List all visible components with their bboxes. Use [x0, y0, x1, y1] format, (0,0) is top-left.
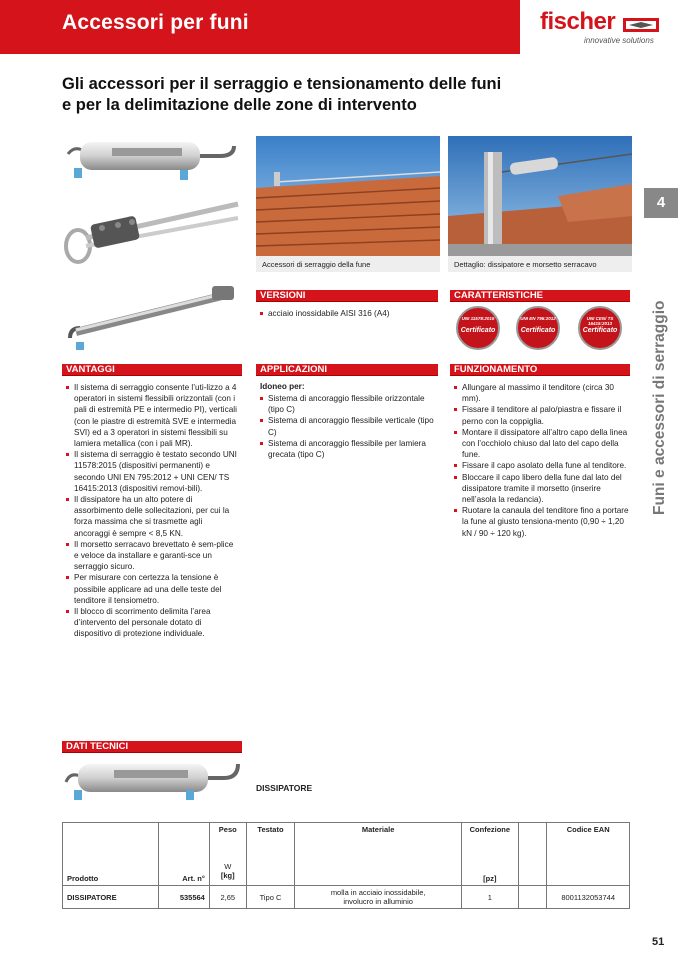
list-item: Il sistema di serraggio è testato secondo UNI 11578:2015 (dispositivi permanenti) e secondo UNI EN 795:2012 + UNI CEN/ TS 16415:2013 (dispositivi removi-bili). [64, 449, 240, 494]
section-heading-vantaggi: VANTAGGI [62, 364, 242, 376]
header-testato: Testato [246, 823, 295, 886]
table-header-row [63, 823, 630, 886]
list-item: Per misurare con certezza la tensione è possibile applicare ad una delle teste del tenditore il tensiometro. [64, 572, 240, 606]
certification-badge [516, 306, 560, 350]
list-item: Il morsetto serracavo brevettato è sem-plice e veloce da installare e garanti-sce un serraggio sicuro. [64, 539, 240, 573]
badge-label: Certificato [582, 327, 618, 334]
dissipator-product-image [62, 136, 242, 186]
certification-badges [450, 306, 632, 350]
headline-line-1: Gli accessori per il serraggio e tensionamento delle funi [62, 75, 502, 93]
turnbuckle-product-image [62, 284, 242, 350]
list-item: Il dissipatore ha un alto potere di assorbimento delle sollecitazioni, per cui la forza massima che si trasmette agli ancoraggi è sempre < 8,5 KN. [64, 494, 240, 539]
cable-clamp-product-image [62, 198, 242, 268]
chapter-label: Funi e accessori di serraggio [651, 300, 668, 515]
materiale-line-1: molla in acciaio inossidabile, [330, 888, 426, 897]
badge-label: Certificato [520, 327, 556, 334]
photo-caption-1: Accessori di serraggio della fune [256, 256, 440, 272]
materiale-line-2: involucro in alluminio [343, 897, 413, 906]
list-item: Fissare il capo asolato della fune al tenditore. [452, 460, 630, 471]
section-heading-versioni: VERSIONI [256, 290, 438, 302]
section-heading-caratteristiche: CARATTERISTICHE [450, 290, 630, 302]
header-title: Accessori per funi [62, 11, 249, 34]
list-item: Ruotare la canaula del tenditore fino a portare la fune al giusto tensiona-mento (0,90 ÷ 1,20 kN / 90 ÷ 120 kg). [452, 505, 630, 539]
cell-prodotto: DISSIPATORE [63, 886, 159, 909]
peso-label: Peso [218, 825, 237, 834]
header-title-bar [0, 0, 520, 54]
roof-photo [256, 136, 440, 256]
brand-logo: fischer [540, 8, 616, 35]
certification-badge [578, 306, 622, 350]
applicazioni-intro: Idoneo per: [260, 382, 305, 391]
chapter-tab: 4 [644, 188, 678, 218]
headline-line-2: e per la delimitazione delle zone di intervento [62, 96, 417, 114]
applicazioni-list [258, 393, 434, 460]
list-item: Montare il dissipatore all’altro capo della linea con l’occhiolo chiuso dal lato del capo della fune. [452, 427, 630, 461]
cell-peso: 2,65 [209, 886, 246, 909]
list-item: Sistema di ancoraggio flessibile per lamiera grecata (tipo C) [258, 438, 434, 460]
photo-caption-2: Dettaglio: dissipatore e morsetto serracavo [448, 256, 632, 272]
dissipator-detail-photo [448, 136, 632, 256]
cell-confezione: 1 [461, 886, 518, 909]
product-label: DISSIPATORE [256, 783, 313, 793]
confezione-label: Confezione [469, 825, 511, 834]
list-item: Bloccare il capo libero della fune dal lato del dissipatore tramite il morsetto (inserire nell’asola la redancia). [452, 472, 630, 506]
funzionamento-list [452, 382, 630, 539]
cell-art: 535564 [159, 886, 210, 909]
header-materiale: Materiale [295, 823, 462, 886]
header-ean: Codice EAN [547, 823, 630, 886]
header-art: Art. n° [159, 823, 210, 886]
list-item: Il blocco di scorrimento delimita l’area d’intervento del personale dotato di dispositivo di protezione individuale. [64, 606, 240, 640]
list-item: Sistema di ancoraggio flessibile orizzontale (tipo C) [258, 393, 434, 415]
confezione-unit: [pz] [483, 874, 497, 883]
header-spacer [518, 823, 547, 886]
cell-materiale [295, 886, 462, 909]
badge-standard: UNI EN 795:2012 [520, 316, 556, 321]
section-heading-applicazioni: APPLICAZIONI [256, 364, 438, 376]
list-item: acciaio inossidabile AISI 316 (A4) [258, 308, 438, 319]
badge-standard: UNI CEN/ TS 16415:2013 [586, 316, 614, 326]
section-heading-funzionamento: FUNZIONAMENTO [450, 364, 630, 376]
cell-spacer [518, 886, 547, 909]
technical-data-table [62, 822, 630, 909]
header-prodotto: Prodotto [63, 823, 159, 886]
cell-ean: 8001132053744 [547, 886, 630, 909]
brand-logo-icon [623, 16, 659, 34]
dissipator-product-image [62, 756, 242, 802]
badge-label: Certificato [460, 327, 496, 334]
list-item: Sistema di ancoraggio flessibile verticale (tipo C) [258, 415, 434, 437]
badge-standard: UNI 11578:2015 [461, 316, 495, 321]
peso-symbol: W [224, 862, 232, 871]
list-item: Fissare il tenditore al palo/piastra e fissare il perno con la coppiglia. [452, 404, 630, 426]
vantaggi-list [64, 382, 240, 640]
section-heading-dati-tecnici: DATI TECNICI [62, 741, 242, 753]
versioni-list [258, 308, 438, 319]
list-item: Il sistema di serraggio consente l’uti-lizzo a 4 operatori in sistemi flessibili orizzontali (con i pali di estremità PE e intermedio PI), verticali (con le piastre di estremità SVE e intermedia SVI) ed a 3 operatori in sistemi flessibili su lamiera metallica (con i pali MR). [64, 382, 240, 449]
header-confezione [461, 823, 518, 886]
brand-tagline: innovative solutions [584, 36, 654, 45]
certification-badge [456, 306, 500, 350]
header-peso [209, 823, 246, 886]
page-headline [62, 74, 602, 116]
cell-testato: Tipo C [246, 886, 295, 909]
list-item: Allungare al massimo il tenditore (circa 30 mm). [452, 382, 630, 404]
page-number: 51 [652, 936, 665, 948]
table-row [63, 886, 630, 909]
peso-unit: [kg] [220, 871, 235, 880]
